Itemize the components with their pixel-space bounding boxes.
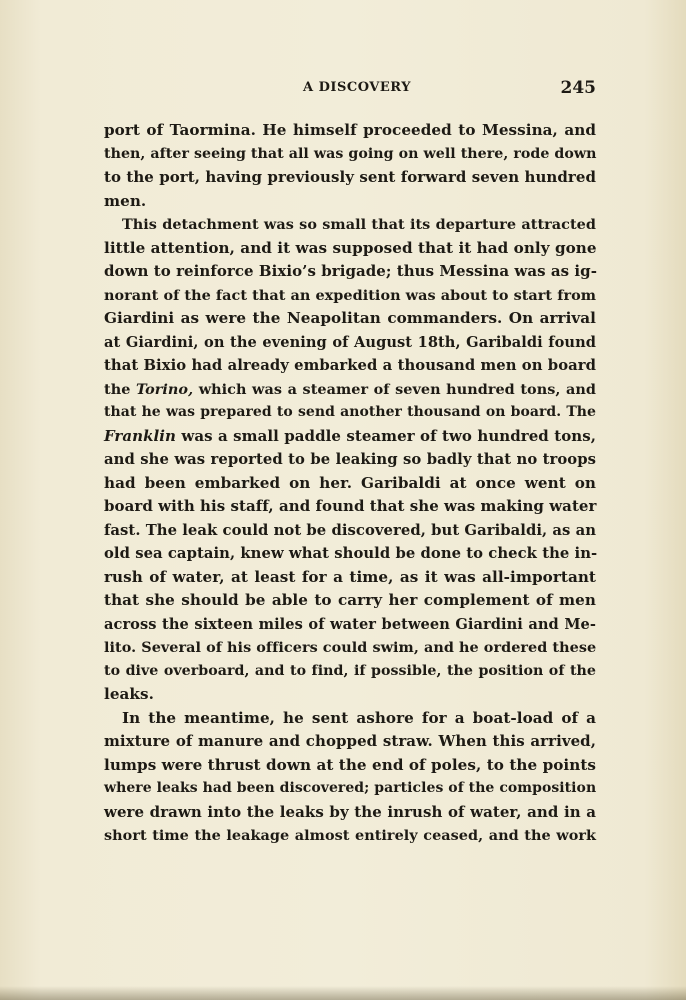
ship-name-torino: Torino, [136, 380, 194, 398]
text-line: norant of the fact that an expedition was about to start from [104, 286, 596, 304]
text-line: In the meantime, he sent ashore for a boat-load of a [122, 708, 596, 727]
text-line: across the sixteen miles of water between Giardini and Me- [104, 615, 596, 633]
running-head [104, 80, 596, 102]
text-line: were drawn into the leaks by the inrush of water, and in a [104, 802, 596, 821]
text-line: to dive overboard, and to find, if possible, the position of the [104, 662, 596, 679]
text-line: leaks. [104, 685, 154, 703]
body-text [104, 119, 596, 848]
text-line: down to reinforce Bixio’s brigade; thus Messina was as ig- [104, 262, 597, 280]
chapter-title: A DISCOVERY [303, 80, 411, 95]
text-line: port of Taormina. He himself proceeded to Messina, and [104, 121, 596, 139]
text-line: lumps were thrust down at the end of poles, to the points [104, 755, 596, 774]
text-line [104, 425, 596, 449]
text-line: lito. Several of his officers could swim, and he ordered these [104, 639, 597, 656]
text-line: mixture of manure and chopped straw. When this arrived, [104, 732, 596, 750]
text-line: This detachment was so small that its departure attracted [122, 216, 596, 233]
text-line [104, 378, 596, 402]
text-line: that he was prepared to send another thousand on board. The [104, 404, 596, 420]
page-bottom-shadow [0, 986, 686, 1000]
text-line: fast. The leak could not be discovered, but Garibaldi, as an [104, 521, 597, 539]
text-line: rush of water, at least for a time, as it was all-important [104, 567, 596, 586]
text-line: board with his staff, and found that she was making water [104, 497, 597, 515]
page-number: 245 [560, 78, 596, 98]
text-run: was a small paddle steamer of two hundred tons, [176, 426, 596, 445]
text-line: to the port, having previously sent forward seven hundred [104, 168, 596, 186]
text-line: at Giardini, on the evening of August 18th, Garibaldi found [104, 333, 596, 351]
text-line: old sea captain, knew what should be done to check the in- [104, 545, 598, 562]
text-line: that she should be able to carry her complement of men [104, 591, 596, 609]
text-run: which was a steamer of seven hundred tons, and [193, 380, 596, 398]
text-line: had been embarked on her. Garibaldi at once went on [104, 473, 596, 492]
text-line: where leaks had been discovered; particles of the composition [104, 780, 597, 796]
text-line: men. [104, 191, 147, 210]
ship-name-franklin: Franklin [104, 426, 177, 445]
text-line: and she was reported to be leaking so badly that no troops [104, 451, 596, 468]
text-line: short time the leakage almost entirely ceased, and the work [104, 827, 596, 844]
text-line: little attention, and it was supposed that it had only gone [104, 238, 597, 257]
text-line: then, after seeing that all was going on well there, rode down [104, 145, 597, 162]
text-line: that Bixio had already embarked a thousand men on board [104, 357, 596, 374]
text-run: the [104, 380, 136, 398]
text-line: Giardini as were the Neapolitan commanders. On arrival [104, 309, 596, 327]
